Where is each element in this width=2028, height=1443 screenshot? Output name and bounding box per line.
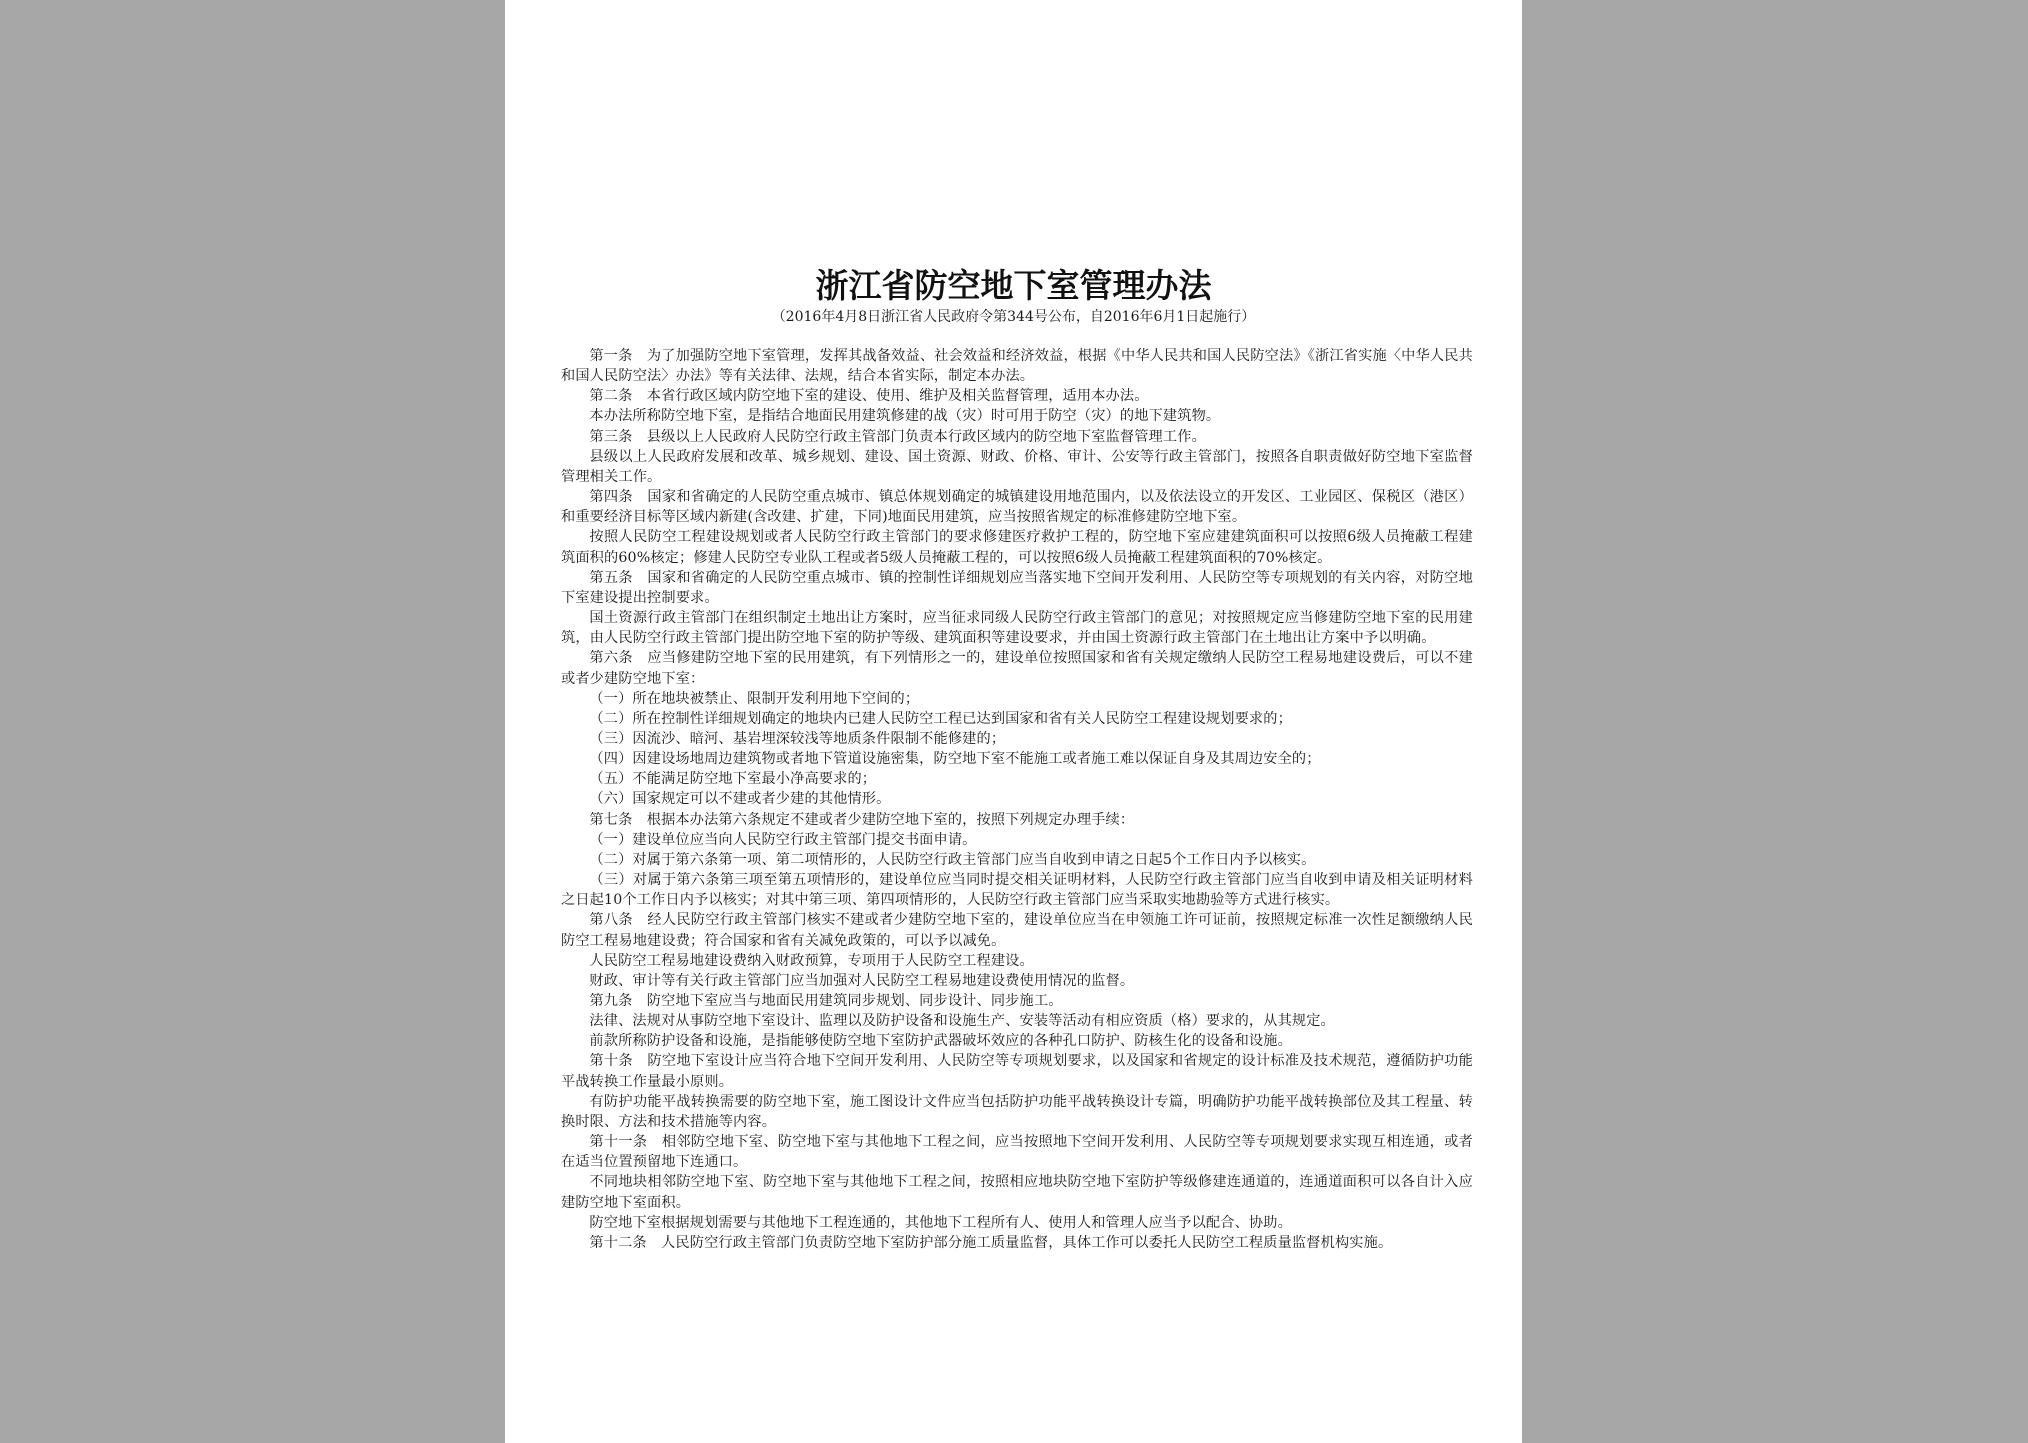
article-paragraph: 第七条 根据本办法第六条规定不建或者少建防空地下室的，按照下列规定办理手续：	[589, 811, 1135, 828]
document-title: 浙江省防空地下室管理办法	[815, 266, 1212, 305]
article-paragraph: 第四条 国家和省确定的人民防空重点城市、镇总体规划确定的城镇建设用地范围内，以及依法设立的开发区、工业园区、保税区（港区）和重要经济目标等区域内新建(含改建、扩建，下同)地面民用建筑，应当按照省规定的标准修建防空地下室。	[561, 489, 1473, 526]
document-body	[561, 346, 1473, 1253]
article-paragraph: 第六条 应当修建防空地下室的民用建筑，有下列情形之一的，建设单位按照国家和省有关规定缴纳人民防空工程易地建设费后，可以不建或者少建防空地下室：	[561, 650, 1473, 687]
article-paragraph: 财政、审计等有关行政主管部门应当加强对人民防空工程易地建设费使用情况的监督。	[589, 972, 1135, 989]
article-paragraph: 按照人民防空工程建设规划或者人民防空行政主管部门的要求修建医疗救护工程的，防空地下室应建建筑面积可以按照6级人员掩蔽工程建筑面积的60%核定；修建人民防空专业队工程或者5级人员掩蔽工程的，可以按照6级人员掩蔽工程建筑面积的70%核定。	[561, 529, 1473, 566]
article-paragraph: 第一条 为了加强防空地下室管理，发挥其战备效益、社会效益和经济效益，根据《中华人民共和国人民防空法》《浙江省实施〈中华人民共和国人民防空法〉办法》等有关法律、法规，结合本省实际，制定本办法。	[561, 348, 1473, 385]
article-paragraph: 法律、法规对从事防空地下室设计、监理以及防护设备和设施生产、安装等活动有相应资质（格）要求的，从其规定。	[589, 1013, 1335, 1030]
article-paragraph: 前款所称防护设备和设施，是指能够使防空地下室防护武器破坏效应的各种孔口防护、防核生化的设备和设施。	[589, 1033, 1292, 1050]
article-paragraph: 第五条 国家和省确定的人民防空重点城市、镇的控制性详细规划应当落实地下空间开发利用、人民防空等专项规划的有关内容，对防空地下室建设提出控制要求。	[561, 569, 1473, 606]
article-paragraph: 国土资源行政主管部门在组织制定土地出让方案时，应当征求同级人民防空行政主管部门的意见；对按照规定应当修建防空地下室的民用建筑，由人民防空行政主管部门提出防空地下室的防护等级、建筑面积等建设要求，并由国土资源行政主管部门在土地出让方案中予以明确。	[561, 610, 1473, 647]
article-paragraph: （二）对属于第六条第一项、第二项情形的，人民防空行政主管部门应当自收到申请之日起5个工作日内予以核实。	[589, 851, 1316, 868]
document-subtitle: （2016年4月8日浙江省人民政府令第344号公布，自2016年6月1日起施行）	[771, 309, 1256, 325]
article-paragraph: 不同地块相邻防空地下室、防空地下室与其他地下工程之间，按照相应地块防空地下室防护等级修建连通道的，连通道面积可以各自计入应建防空地下室面积。	[561, 1174, 1473, 1211]
article-paragraph: 第二条 本省行政区域内防空地下室的建设、使用、维护及相关监督管理，适用本办法。	[589, 388, 1149, 405]
article-paragraph: 有防护功能平战转换需要的防空地下室，施工图设计文件应当包括防护功能平战转换设计专篇，明确防护功能平战转换部位及其工程量、转换时限、方法和技术措施等内容。	[561, 1093, 1473, 1130]
article-paragraph: （四）因建设场地周边建筑物或者地下管道设施密集，防空地下室不能施工或者施工难以保证自身及其周边安全的；	[589, 751, 1321, 768]
article-paragraph: 本办法所称防空地下室，是指结合地面民用建筑修建的战（灾）时可用于防空（灾）的地下建筑物。	[589, 408, 1221, 425]
article-paragraph: （一）建设单位应当向人民防空行政主管部门提交书面申请。	[589, 831, 977, 848]
article-paragraph: 第十一条 相邻防空地下室、防空地下室与其他地下工程之间，应当按照地下空间开发利用、人民防空等专项规划要求实现互相连通，或者在适当位置预留地下连通口。	[561, 1134, 1473, 1171]
article-paragraph: （一）所在地块被禁止、限制开发利用地下空间的；	[589, 690, 920, 707]
article-paragraph: 人民防空工程易地建设费纳入财政预算，专项用于人民防空工程建设。	[589, 952, 1034, 969]
article-paragraph: 第十二条 人民防空行政主管部门负责防空地下室防护部分施工质量监督，具体工作可以委托人民防空工程质量监督机构实施。	[589, 1234, 1393, 1251]
article-paragraph: 县级以上人民政府发展和改革、城乡规划、建设、国土资源、财政、价格、审计、公安等行政主管部门，按照各自职责做好防空地下室监督管理相关工作。	[561, 448, 1473, 485]
document-page	[505, 0, 1522, 1443]
article-paragraph: 第十条 防空地下室设计应当符合地下空间开发利用、人民防空等专项规划要求，以及国家和省规定的设计标准及技术规范，遵循防护功能平战转换工作量最小原则。	[561, 1053, 1473, 1090]
article-paragraph: 第九条 防空地下室应当与地面民用建筑同步规划、同步设计、同步施工。	[589, 993, 1063, 1009]
article-paragraph: （五）不能满足防空地下室最小净高要求的；	[589, 771, 877, 788]
article-paragraph: 第三条 县级以上人民政府人民防空行政主管部门负责本行政区域内的防空地下室监督管理工作。	[589, 428, 1206, 445]
article-paragraph: （六）国家规定可以不建或者少建的其他情形。	[589, 791, 891, 808]
article-paragraph: 防空地下室根据规划需要与其他地下工程连通的，其他地下工程所有人、使用人和管理人应当予以配合、协助。	[589, 1214, 1292, 1231]
article-paragraph: （二）所在控制性详细规划确定的地块内已建人民防空工程已达到国家和省有关人民防空工程建设规划要求的；	[589, 710, 1292, 727]
article-paragraph: （三）因流沙、暗河、基岩埋深较浅等地质条件限制不能修建的；	[589, 730, 1006, 747]
article-paragraph: 第八条 经人民防空行政主管部门核实不建或者少建防空地下室的，建设单位应当在申领施工许可证前，按照规定标准一次性足额缴纳人民防空工程易地建设费；符合国家和省有关减免政策的，可以予以减免。	[561, 912, 1473, 949]
article-paragraph: （三）对属于第六条第三项至第五项情形的，建设单位应当同时提交相关证明材料，人民防空行政主管部门应当自收到申请及相关证明材料之日起10个工作日内予以核实；对其中第三项、第四项情形的，人民防空行政主管部门应当采取实地勘验等方式进行核实。	[561, 872, 1473, 909]
